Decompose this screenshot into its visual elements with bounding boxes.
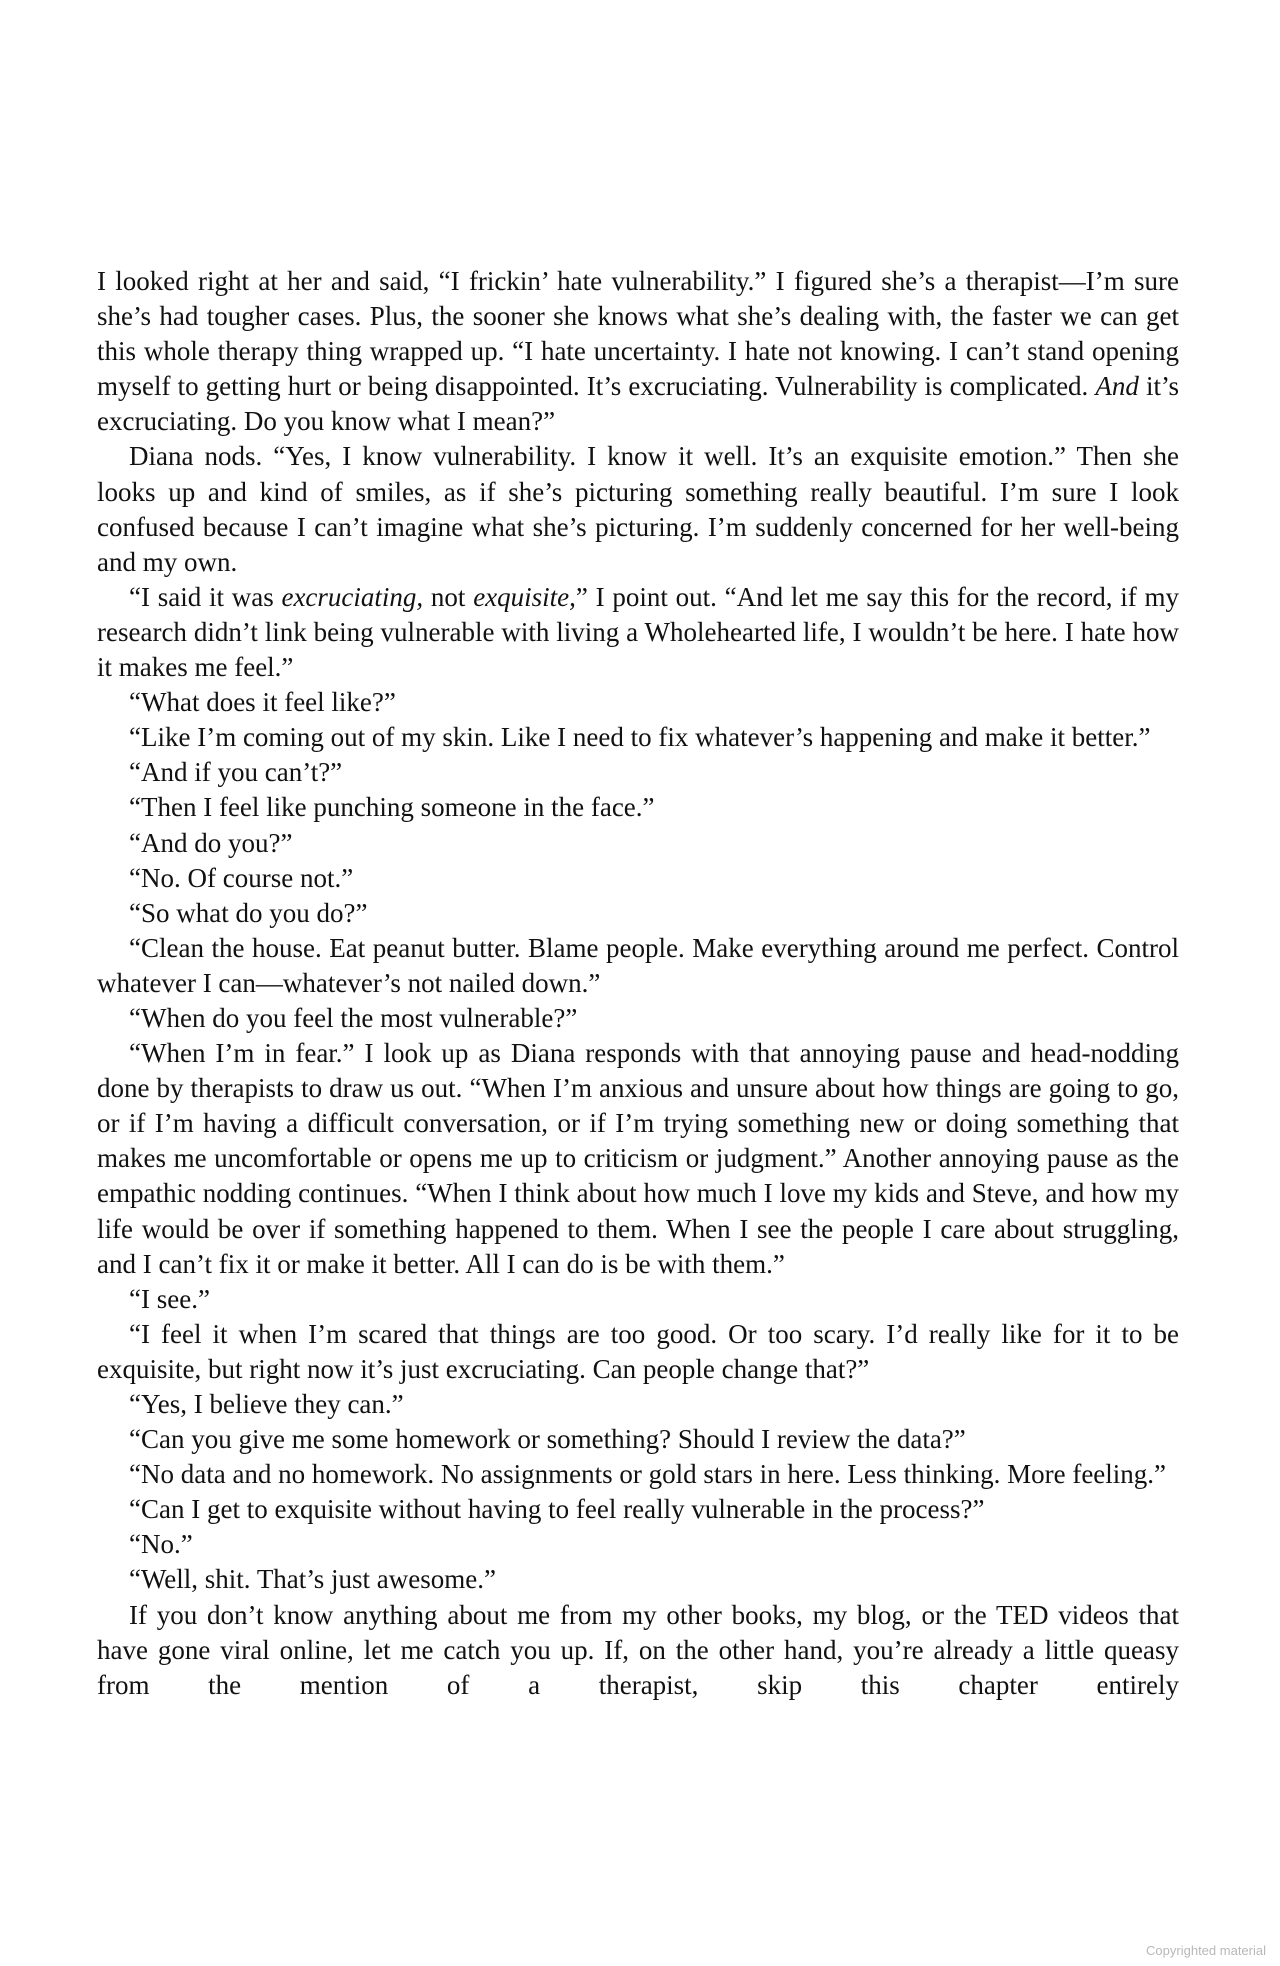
paragraph-text: ” I point out. “And let me say this for the record, if my research didn’t link being vulnerable with living a Wholehearted life, I wouldn’t be here. I hate how it makes me feel.” (97, 581, 1179, 683)
paragraph: “No data and no homework. No assignments or gold stars in here. Less thinking. More feeling.” (129, 1459, 1167, 1490)
paragraph: “No.” (129, 1529, 193, 1560)
paragraph: “Then I feel like punching someone in the face.” (129, 792, 655, 823)
paragraph: “When I’m in fear.” I look up as Diana responds with that annoying pause and head-nodding done by therapists to draw us out. “When I’m anxious and unsure about how things are going to go, or if I’m having a difficult conversation, or if I’m trying something new or doing something that makes me uncomfortable or opens me up to criticism or judgment.” Another annoying pause as the empathic nodding continues. “When I think about how much I love my kids and Steve, and how my life would be over if something happened to them. When I see the people I care about struggling, and I can’t fix it or make it better. All I can do is be with them.” (97, 1038, 1179, 1279)
paragraph: “So what do you do?” (129, 897, 368, 928)
italic-emphasis: exquisite, (473, 581, 576, 612)
paragraph (97, 264, 1179, 439)
paragraph: “And do you?” (129, 827, 293, 858)
paragraph: “What does it feel like?” (129, 687, 396, 718)
paragraph: “No. Of course not.” (129, 862, 354, 893)
paragraph-text: “I said it was (129, 581, 274, 612)
paragraph (97, 580, 1179, 685)
copyright-watermark: Copyrighted material (1146, 1943, 1266, 1958)
paragraph: “Can you give me some homework or something? Should I review the data?” (129, 1424, 966, 1455)
paragraph: “Like I’m coming out of my skin. Like I need to fix whatever’s happening and make it better.” (129, 722, 1151, 753)
paragraph: “Yes, I believe they can.” (129, 1389, 404, 1419)
italic-emphasis: excruciating, (281, 581, 424, 612)
paragraph-text: I looked right at her and said, “I frickin’ hate vulnerability.” I figured she’s a therapist—I’m sure she’s had tougher cases. Plus, the sooner she knows what she’s dealing with, the faster we can get this whole therapy thing wrapped up. “I hate uncertainty. I hate not knowing. I can’t stand opening myself to getting hurt or being disappointed. It’s excruciating. Vulnerability is complicated. (97, 266, 1179, 402)
paragraph: “And if you can’t?” (129, 757, 343, 788)
paragraph: “Can I get to exquisite without having to feel really vulnerable in the process?” (129, 1494, 985, 1525)
paragraph: “Clean the house. Eat peanut butter. Blame people. Make everything around me perfect. Control whatever I can—whatever’s not nailed down.” (97, 932, 1179, 998)
paragraph: “Well, shit. That’s just awesome.” (129, 1564, 497, 1595)
paragraph: Diana nods. “Yes, I know vulnerability. I know it well. It’s an exquisite emotion.” Then she looks up and kind of smiles, as if she’s picturing something really beautiful. I’m sure I look confused because I can’t imagine what she’s picturing. I’m suddenly concerned for her well-being and my own. (97, 441, 1179, 577)
paragraph: If you don’t know anything about me from my other books, my blog, or the TED videos that have gone viral online, let me catch you up. If, on the other hand, you’re already a little queasy from the mention of a therapist, skip this chapter entirely (97, 1599, 1179, 1700)
italic-emphasis: And (1095, 371, 1139, 402)
paragraph-text: not (430, 581, 466, 612)
page-body (97, 264, 1179, 1703)
paragraph-text: it’s excruciating. Do you know what I mean?” (97, 371, 1180, 437)
paragraph: “When do you feel the most vulnerable?” (129, 1002, 578, 1033)
paragraph: “I see.” (129, 1283, 210, 1314)
paragraph: “I feel it when I’m scared that things are too good. Or too scary. I’d really like for it to be exquisite, but right now it’s just excruciating. Can people change that?” (97, 1318, 1179, 1384)
